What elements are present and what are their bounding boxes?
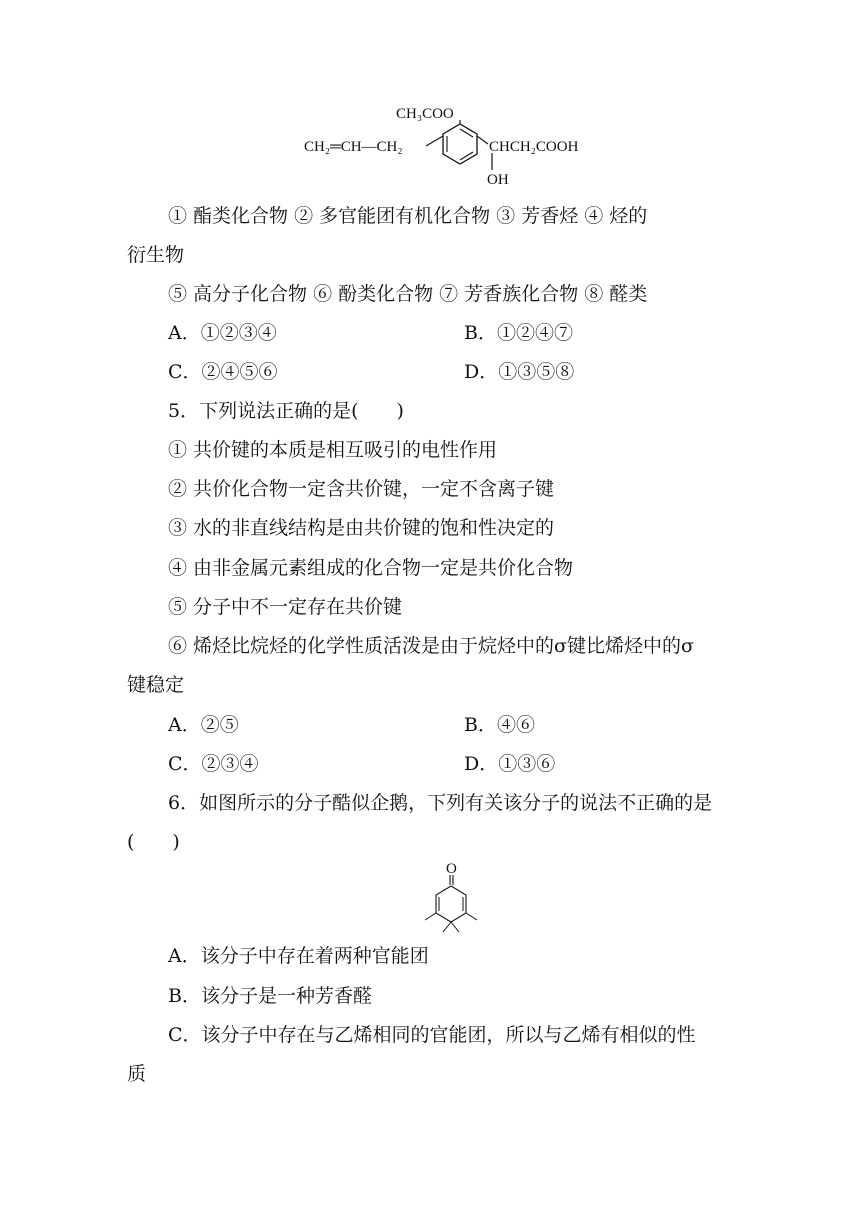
q4-option-c: C．②④⑤⑥: [168, 361, 278, 383]
q5-statement-5: ⑤ 分子中不一定存在共价键: [168, 596, 403, 618]
benzene-ring: [443, 124, 477, 164]
q5-statement-3: ③ 水的非直线结构是由共价键的饱和性决定的: [168, 517, 555, 539]
q6-option-c: C．该分子中存在与乙烯相同的官能团，所以与乙烯有相似的性: [168, 1024, 696, 1046]
allyl-chain-label: CH₂═CH—CH₂: [304, 139, 403, 155]
q5-statement-4: ④ 由非金属元素组成的化合物一定是共价化合物: [168, 557, 574, 579]
q5-statement-1: ① 共价键的本质是相互吸引的电性作用: [168, 439, 498, 461]
q4-option-d: D．①③⑤⑧: [464, 361, 575, 383]
acetoxy-group-label: CH₃COO: [396, 106, 454, 122]
acid-chain-label: CHCH₂COOH: [489, 139, 579, 155]
q4-option-b: B．①②④⑦: [464, 322, 573, 344]
q6-option-c-cont: 质: [127, 1063, 147, 1085]
q4-option-a: A．①②③④: [168, 322, 277, 344]
q5-option-d: D．①③⑥: [464, 753, 556, 775]
molecule-structure-1: [300, 98, 610, 193]
q4-items-row1-cont: 衍生物: [127, 244, 185, 266]
q5-option-b: B．④⑥: [464, 714, 535, 736]
q5-statement-2: ② 共价化合物一定含共价键，一定不含离子键: [168, 478, 555, 500]
q5-statement-6: ⑥ 烯烃比烷烃的化学性质活泼是由于烷烃中的σ键比烯烃中的σ: [168, 635, 694, 657]
q4-items-row1: ① 酯类化合物 ② 多官能团有机化合物 ③ 芳香烃 ④ 烃的: [168, 205, 648, 227]
q6-option-b: B．该分子是一种芳香醛: [168, 985, 372, 1007]
carbonyl-oxygen-label: O: [446, 861, 457, 877]
molecule-structure-2: [418, 858, 488, 936]
q4-items-row2: ⑤ 高分子化合物 ⑥ 酚类化合物 ⑦ 芳香族化合物 ⑧ 醛类: [168, 283, 648, 305]
q5-option-c: C．②③④: [168, 753, 259, 775]
q6-stem-cont: ( ): [127, 831, 180, 853]
hydroxyl-label: OH: [487, 172, 509, 188]
q5-statement-6-cont: 键稳定: [127, 674, 185, 696]
q6-option-a: A．该分子中存在着两种官能团: [168, 945, 429, 967]
six-membered-ring: [436, 886, 466, 922]
q5-stem: 5．下列说法正确的是( ): [168, 400, 404, 422]
q5-option-a: A．②⑤: [168, 714, 239, 736]
q6-stem: 6．如图所示的分子酷似企鹅，下列有关该分子的说法不正确的是: [168, 792, 713, 814]
